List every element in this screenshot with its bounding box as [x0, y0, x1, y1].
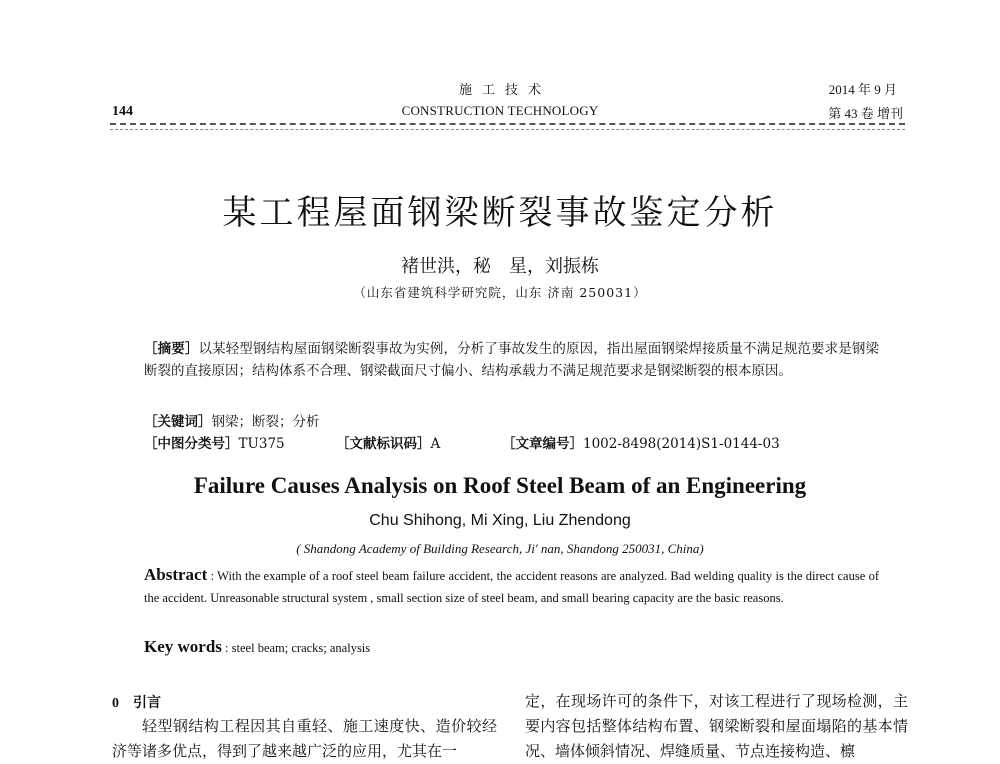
section-heading [112, 692, 161, 712]
body-column-right [525, 689, 908, 764]
abstract-cn-label: ［摘要］ [144, 341, 199, 357]
body-column-left [112, 714, 497, 764]
paragraph: 定，在现场许可的条件下，对该工程进行了现场检测，主要内容包括整体结构布置、钢梁断裂和屋面塌陷的基本情况、墙体倾斜情况、焊缝质量、节点连接构造、檩 [525, 692, 908, 760]
affiliation-en: ( Shandong Academy of Building Research, Ji' nan, Shandong 250031, China) [296, 541, 704, 556]
article-no-value: 1002-8498(2014)S1-0144-03 [583, 436, 780, 452]
keywords-en-label: Key words [144, 637, 222, 656]
keywords-cn [144, 410, 320, 430]
journal-name-cn: 施工技术 [458, 83, 551, 98]
doc-code-label: ［文献标识码］ [336, 436, 431, 452]
keywords-en [144, 637, 370, 657]
abstract-cn-text: 以某轻型钢结构屋面钢梁断裂事故为实例，分析了事故发生的原因，指出屋面钢梁焊接质量不满足规范要求是钢梁断裂的直接原因；结构体系不合理、钢梁截面尺寸偏小、结构承载力不满足规范要求是钢梁断裂的根本原因。 [144, 341, 879, 379]
section-number: 0 [112, 696, 119, 711]
volume-info: 第 43 卷 增刊 [828, 106, 903, 121]
doc-code-field [336, 432, 440, 452]
clc-value: TU375 [238, 436, 285, 452]
abstract-en [144, 564, 879, 609]
section-title: 引言 [133, 695, 161, 711]
title-cn: 某工程屋面钢梁断裂事故鉴定分析 [222, 193, 778, 233]
affiliation-cn: （山东省建筑科学研究院，山东 济南 250031） [353, 285, 647, 300]
keywords-cn-text: 钢梁；断裂；分析 [211, 414, 320, 430]
keywords-cn-label: ［关键词］ [144, 414, 212, 430]
journal-name-en: CONSTRUCTION TECHNOLOGY [401, 103, 599, 118]
abstract-en-text: With the example of a roof steel beam failure accident, the accident reasons are analyzed. Bad welding quality is the direct cause of the accident. Unreasonable structural system , small section size of steel beam, and small bearing capacity are the basic reasons. [144, 569, 879, 605]
article-no-label: ［文章编号］ [502, 436, 583, 452]
authors-en: Chu Shihong, Mi Xing, Liu Zhendong [369, 512, 631, 529]
issue-date: 2014 年 9 月 [828, 82, 897, 97]
keywords-en-text: steel beam; cracks; analysis [231, 641, 371, 655]
abstract-cn [144, 338, 879, 382]
authors-cn: 褚世洪，秘 星，刘振栋 [401, 256, 599, 277]
paragraph: 轻型钢结构工程因其自重轻、施工速度快、造价较经济等诸多优点，得到了越来越广泛的应用，尤其在一 [112, 717, 497, 760]
article-no-field [502, 432, 780, 452]
title-en: Failure Causes Analysis on Roof Steel Beam of an Engineering [193, 473, 807, 498]
header-rule [110, 123, 905, 130]
abstract-en-sep: : [207, 569, 218, 583]
doc-code-value: A [430, 436, 441, 452]
clc-label: ［中图分类号］ [144, 436, 239, 452]
keywords-en-sep: : [221, 641, 232, 655]
clc-field [144, 432, 285, 452]
abstract-en-label: Abstract [144, 565, 208, 584]
page-number: 144 [112, 104, 133, 119]
